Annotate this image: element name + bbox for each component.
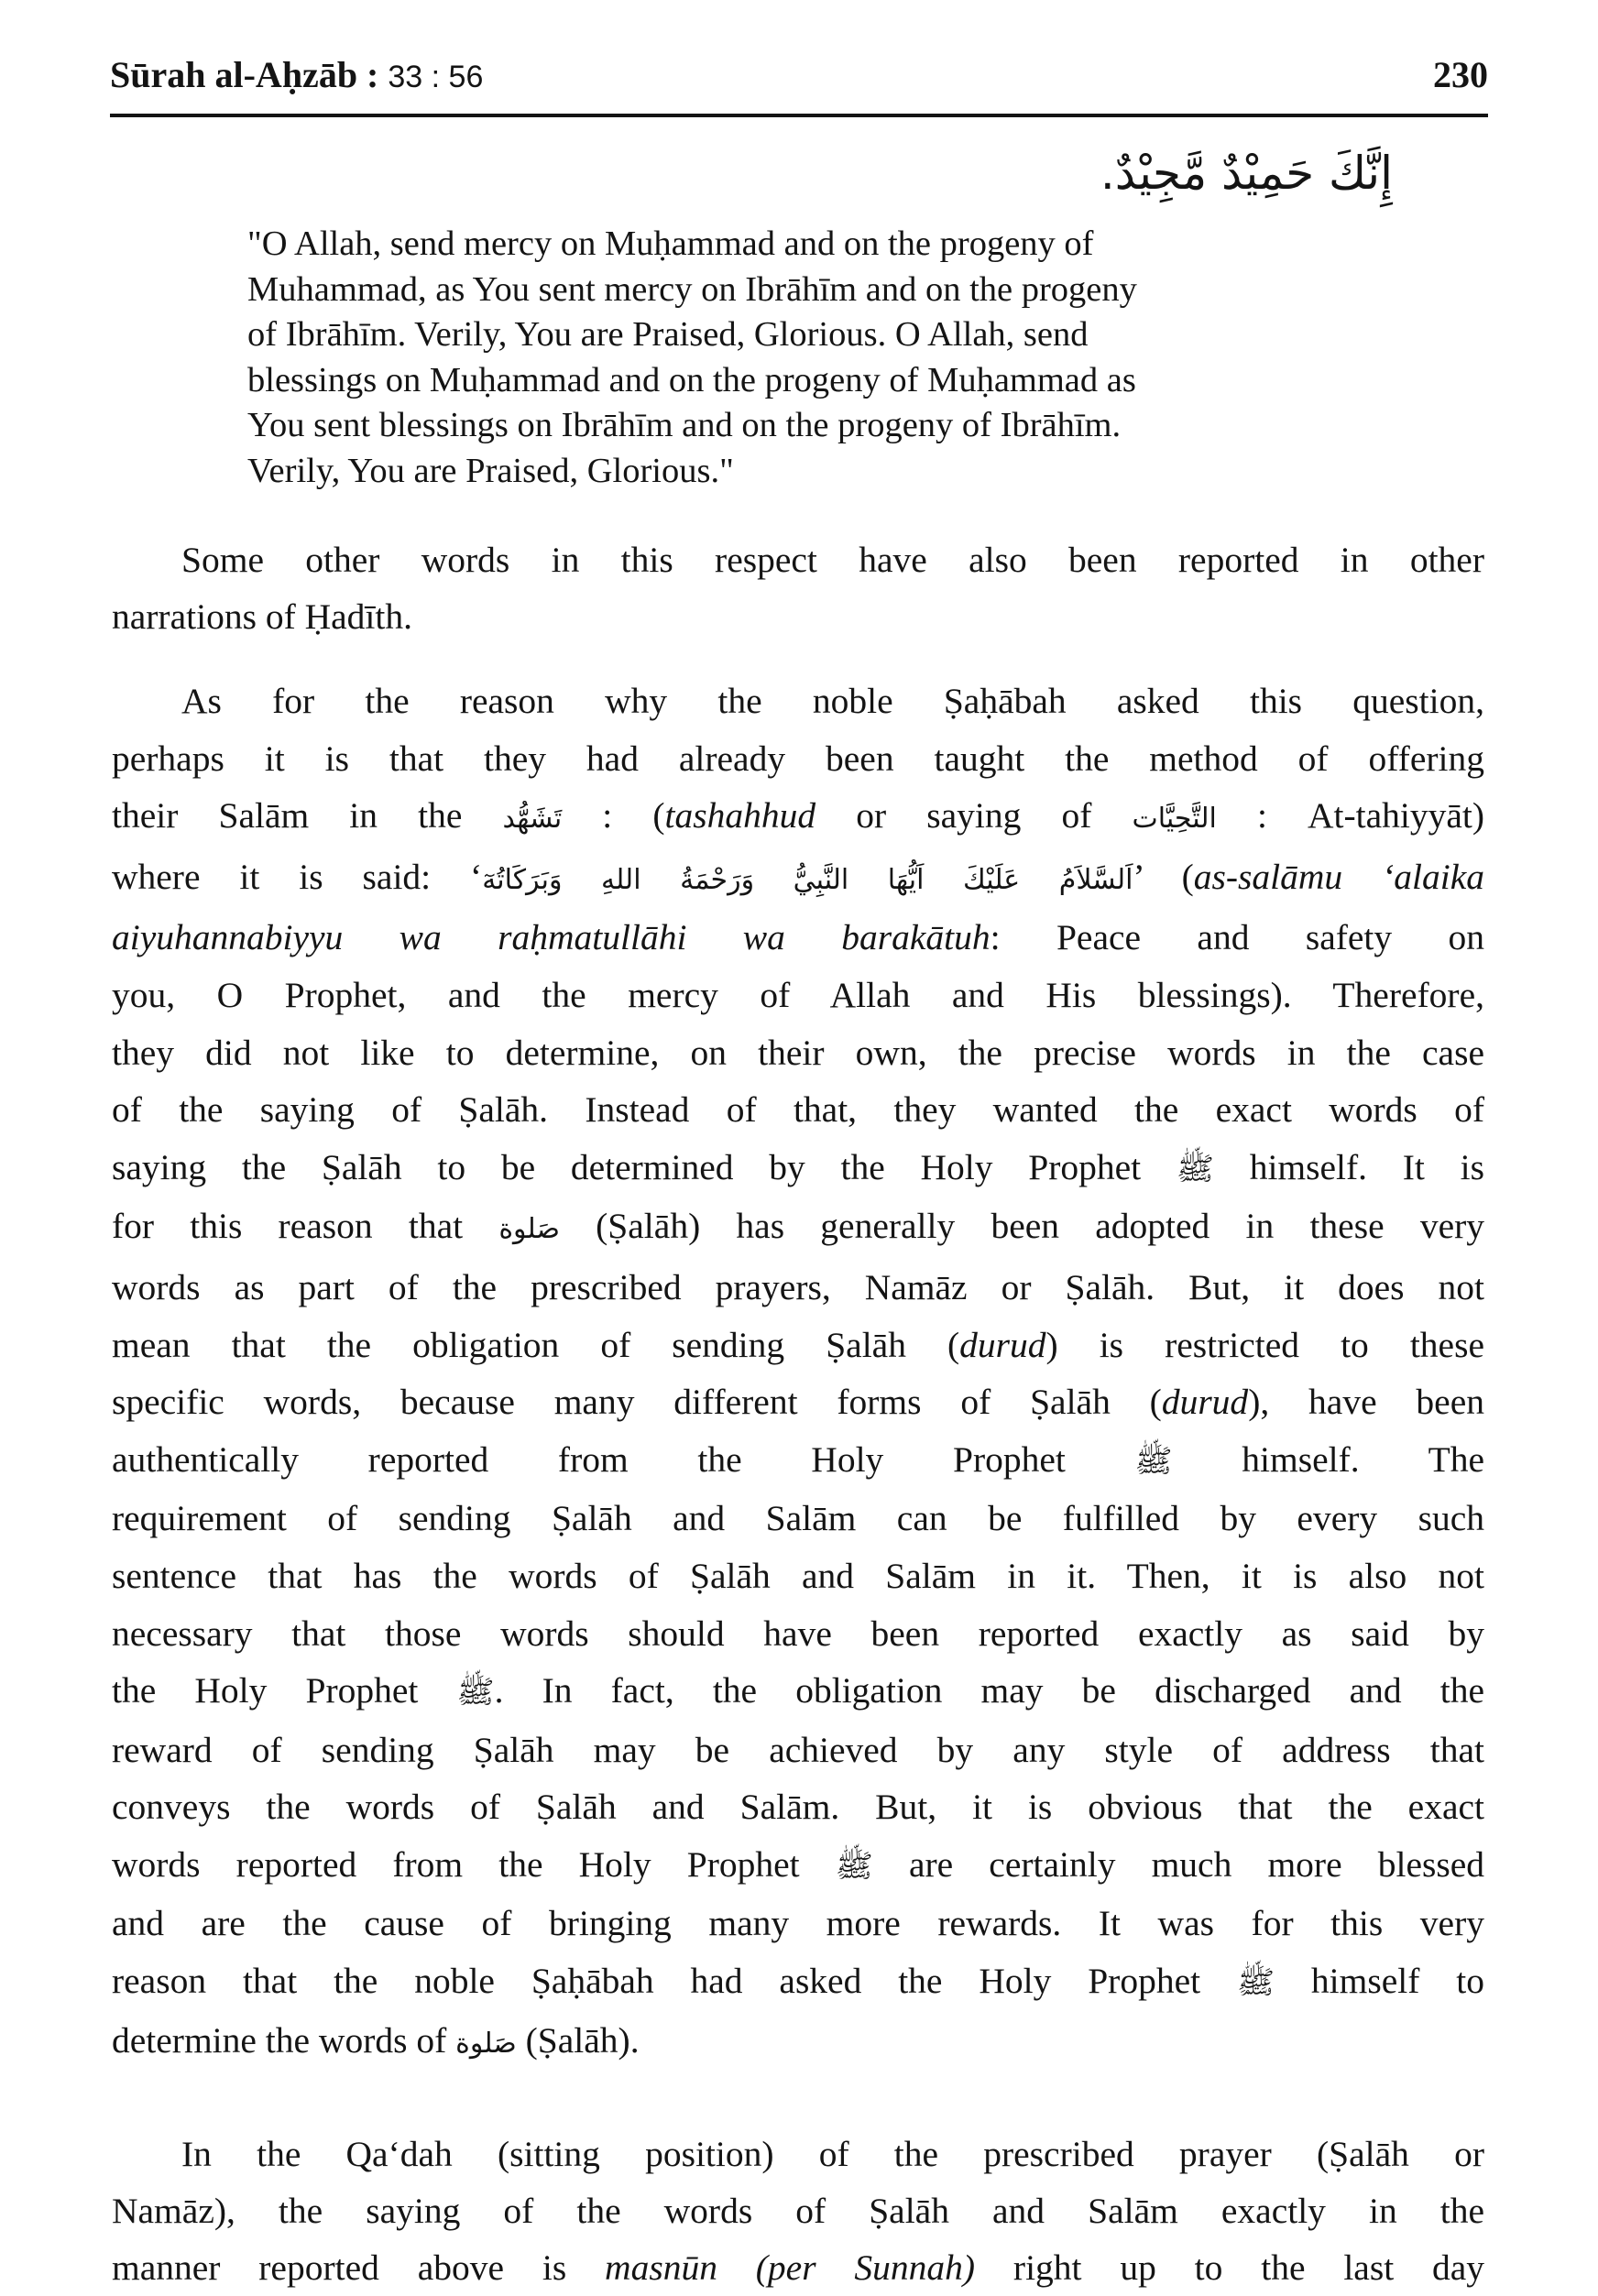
arabic-term-tashahhud: تَشَهُّد [502,803,563,836]
text-line: conveys the words of Ṣalāh and Salām. But, it is obvious that the exact [112,1787,1484,1828]
surah-title: Sūrah al-Aḥzāb : 33 : 56 [110,54,484,95]
text-line: for this reason that صَلوة (Ṣalāh) has generally been adopted in these very [112,1206,1484,1247]
text-line: requirement of sending Ṣalāh and Salām can be fulfilled by every such [112,1498,1484,1539]
text-line: their Salām in the تَشَهُّد : (tashahhud or saying of التَّحِيَّات : At-tahiyyāt) [112,795,1485,836]
text-line: narrations of Ḥadīth. [112,596,412,637]
paragraph-qadah [112,2126,1484,2296]
text-line: of the saying of Ṣalāh. Instead of that, they wanted the exact words of [112,1089,1484,1131]
salutation-glyph: ﷺ [835,1847,873,1885]
header-rule [110,114,1488,117]
arabic-term-tahiyyat: التَّحِيَّات [1132,803,1217,836]
salutation-glyph: ﷺ [1134,1442,1173,1480]
arabic-term-salah: صَلوة [498,1213,560,1246]
text-line: saying the Ṣalāh to be determined by the Holy Prophet ﷺ himself. It is [112,1146,1484,1187]
running-header [110,53,1488,117]
text-line: Namāz), the saying of the words of Ṣalāh and Salām exactly in the [112,2191,1484,2231]
text-line: determine the words of صَلوة (Ṣalāh). [112,2019,640,2061]
quote-line: Verily, You are Praised, Glorious." [247,451,734,490]
text-line: necessary that those words should have been reported exactly as said by [112,1613,1484,1654]
text-line: the Holy Prophet ﷺ. In fact, the obligation may be discharged and the [112,1670,1484,1711]
text-line: Some other words in this respect have also been reported in other [181,540,1484,580]
text-line: mean that the obligation of sending Ṣalāh (durud) is restricted to these [112,1324,1484,1365]
text-line: sentence that has the words of Ṣalāh and Salām in it. Then, it is also not [112,1555,1484,1596]
quote-line: Muhammad, as You sent mercy on Ibrāhīm and on the progeny [247,269,1137,309]
text-line: specific words, because many different forms of Ṣalāh (durud), have been [112,1382,1484,1423]
arabic-closing-text: إِنَّكَ حَمِيْدٌ مَّجِيْدٌ. [1100,147,1393,200]
arabic-term-salah: صَلوة [455,2027,517,2060]
verse-reference: 33 : 56 [388,60,484,94]
text-line: they did not like to determine, on their own, the precise words in the case [112,1032,1484,1073]
text-line: aiyuhannabiyyu wa raḥmatullāhi wa barakātuh: Peace and safety on [112,917,1484,958]
paragraph-other-narrations [112,531,1484,645]
page-number: 230 [1433,54,1488,95]
text-line: and are the cause of bringing many more rewards. It was for this very [112,1903,1484,1944]
text-line: manner reported above is masnūn (per Sunnah) right up to the last day [112,2247,1485,2288]
text-line: you, O Prophet, and the mercy of Allah and His blessings). Therefore, [112,974,1484,1015]
text-line: authentically reported from the Holy Prophet ﷺ himself. The [112,1438,1485,1480]
salutation-glyph: ﷺ [456,1674,495,1711]
salutation-glyph: ﷺ [1236,1964,1275,2002]
paragraph-reason [112,672,1484,2072]
text-line: reason that the noble Ṣaḥābah had asked the Holy Prophet ﷺ himself to [112,1961,1484,2002]
text-line: In the Qa‘dah (sitting position) of the prescribed prayer (Ṣalāh or [181,2134,1484,2174]
text-line: As for the reason why the noble Ṣaḥābah asked this question, [181,681,1484,721]
text-line: reward of sending Ṣalāh may be achieved by any style of address that [112,1729,1484,1770]
arabic-salam-phrase: اَلسَّلاَمُ عَلَيْكَ اَيُّهَا النَّبِيُّ وَرَحْمَةُ اللهِ وَبَرَكَاتُهٓ [482,863,1133,896]
text-line: perhaps it is that they had already been taught the method of offering [112,738,1484,779]
quote-line: "O Allah, send mercy on Muḥammad and on the progeny of [247,224,1094,263]
quote-line: You sent blessings on Ibrāhīm and on the progeny of Ibrāhīm. [247,406,1122,445]
translation-quote [247,222,1345,495]
quote-line: of Ibrāhīm. Verily, You are Praised, Glorious. O Allah, send [247,315,1089,355]
quote-line: blessings on Muḥammad and on the progeny of Muḥammad as [247,360,1136,399]
salutation-glyph: ﷺ [1176,1150,1214,1187]
text-line: words as part of the prescribed prayers, Namāz or Ṣalāh. But, it does not [112,1266,1484,1307]
text-line: where it is said: ‘اَلسَّلاَمُ عَلَيْكَ اَيُّهَا النَّبِيُّ وَرَحْمَةُ اللهِ وَبَرَكَاتُهٓ’ (as-salāmu ‘alaika [112,856,1484,897]
text-line: words reported from the Holy Prophet ﷺ are certainly much more blessed [112,1843,1485,1885]
